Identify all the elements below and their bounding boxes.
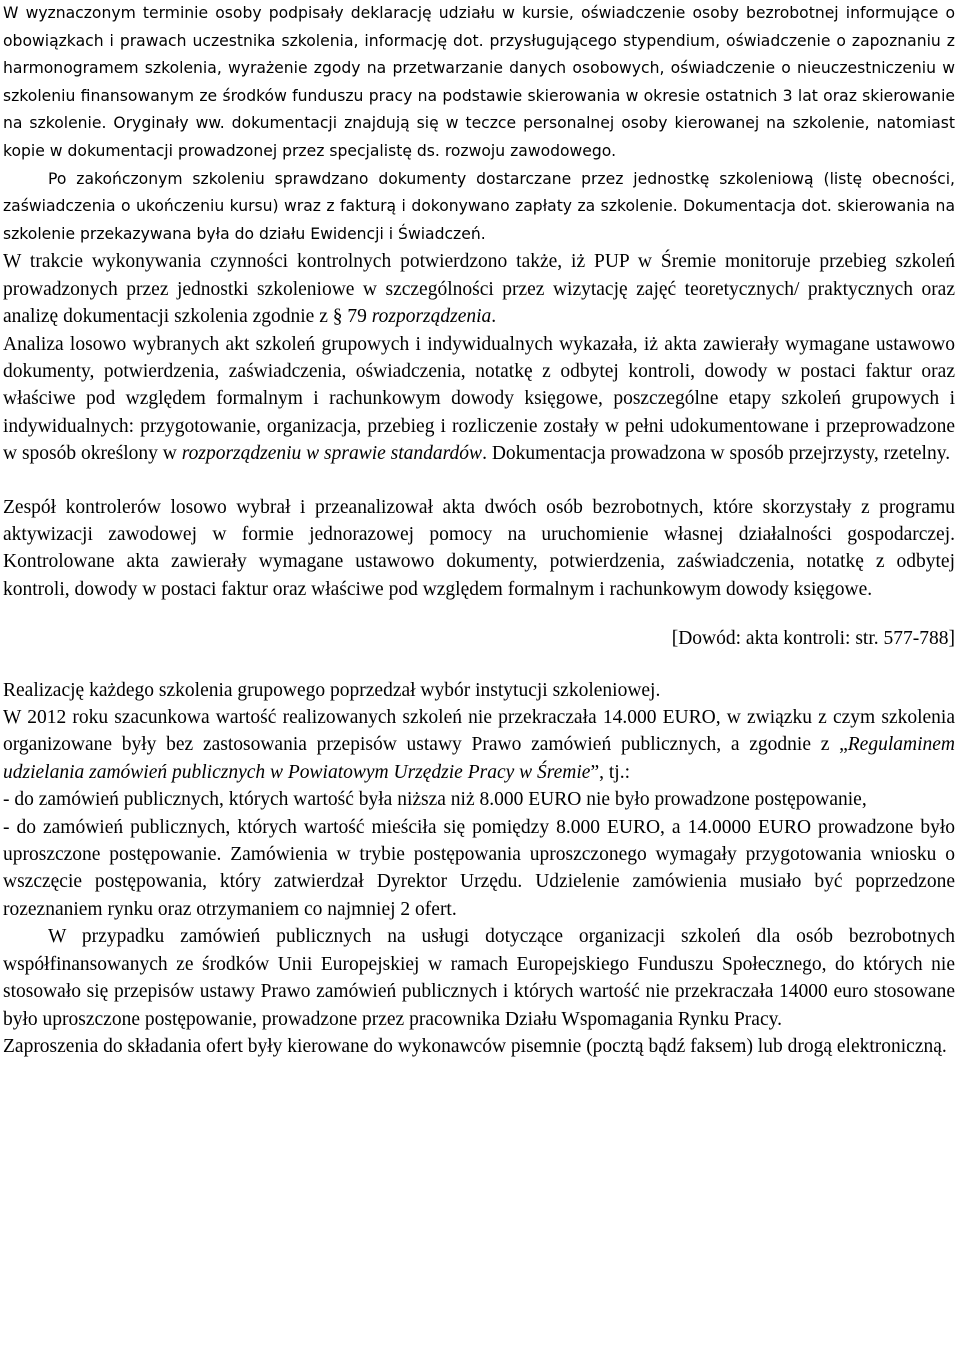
document-page — [3, 0, 955, 1060]
list-item-below-8000: - do zamówień publicznych, których wartość była niższa niż 8.000 EURO nie było prowadzone postępowanie, — [3, 789, 867, 811]
paragraph-post-training-verification: Po zakończonym szkoleniu sprawdzano dokumenty dostarczane przez jednostkę szkoleniową (listę obecności, zaświadczenia o ukończeniu kursu) wraz z fakturą i dokonywano zapłaty za szkolenie. Dokumentacja dot. skierowania na szkolenie przekazywana była do działu Ewidencji i Świadczeń. — [3, 169, 955, 243]
paragraph-files-analysis: Analiza losowo wybranych akt szkoleń grupowych i indywidualnych wykazała, iż akta zawierały wymagane ustawowo dokumenty, potwierdzenia, zaświadczenia, oświadczenia, notatkę z odbytej kontroli, dowody w postaci faktur oraz właściwe pod względem formalnym i rachunkowym dowody księgowe, poszczególne etapy szkoleń grupowych i indywidualnych: przygotowanie, organizacja, przebieg i rozliczenie zostały w pełni udokumentowane i przeprowadzone w sposób określony w rozporządzeniu w sprawie standardów. Dokumentacja prowadzona w sposób przejrzysty, rzetelny. — [3, 333, 955, 465]
paragraph-institution-selection: Realizację każdego szkolenia grupowego poprzedzał wybór instytucji szkoleniowej. — [3, 679, 661, 701]
list-item-8000-14000: - do zamówień publicznych, których wartość mieściła się pomiędzy 8.000 EURO, a 14.0000 EURO prowadzone było uproszczone postępowanie. Zamówienia w trybie postępowania uproszczonego wymagały przygotowania wniosku o wszczęcie postępowania, który zatwierdzał Dyrektor Urzędu. Udzielenie zamówienia musiało być poprzedzone rozeznaniem rynku oraz otrzymaniem co najmniej 2 ofert. — [3, 816, 955, 920]
paragraph-invitations: Zaproszenia do składania ofert były kierowane do wykonawców pisemnie (pocztą bądź faksem) lub drogą elektroniczną. — [3, 1035, 947, 1057]
paragraph-controllers-team: Zespół kontrolerów losowo wybrał i przeanalizował akta dwóch osób bezrobotnych, które skorzystały z programu aktywizacji zawodowej w formie jednorazowej pomocy na uruchomienie własnej działalności gospodarczej. Kontrolowane akta zawierały wymagane ustawowo dokumenty, potwierdzenia, zaświadczenia, notatkę z odbytej kontroli, dowody w postaci faktur oraz właściwe pod względem formalnym i rachunkowym dowody księgowe. — [3, 496, 955, 600]
paragraph-monitoring: W trakcie wykonywania czynności kontrolnych potwierdzono także, iż PUP w Śremie monitoruje przebieg szkoleń prowadzonych przez jednostki szkoleniowe w szczególności przez wizytację zajęć teoretycznych/ praktycznych oraz analizę dokumentacji szkolenia zgodnie z § 79 rozporządzenia. — [3, 251, 955, 328]
paragraph-eu-cofinanced: W przypadku zamówień publicznych na usługi dotyczące organizacji szkoleń dla osób bezrobotnych współfinansowanych ze środków Unii Europejskiej w ramach Europejskiego Funduszu Społecznego, do których nie stosowało się przepisów ustawy Prawo zamówień publicznych i których wartość nie przekraczała 14000 euro stosowane było uproszczone postępowanie, prowadzone przez pracownika Działu Wspomagania Rynku Pracy. — [3, 926, 955, 1030]
paragraph-estimated-value: W 2012 roku szacunkowa wartość realizowanych szkoleń nie przekraczała 14.000 EURO, w związku z czym szkolenia organizowane były bez zastosowania przepisów ustawy Prawo zamówień publicznych, a zgodnie z „Regulaminem udzielania zamówień publicznych w Powiatowym Urzędzie Pracy w Śremie”, tj.: — [3, 707, 955, 783]
evidence-reference: [Dowód: akta kontroli: str. 577-788] — [671, 628, 955, 650]
paragraph-training-declarations: W wyznaczonym terminie osoby podpisały deklarację udziału w kursie, oświadczenie osoby bezrobotnej informujące o obowiązkach i prawach uczestnika szkolenia, informację dot. przysługującego stypendium, oświadczenie o zapoznaniu z harmonogramem szkolenia, wyrażenie zgody na przetwarzanie danych osobowych, oświadczenie o nieuczestniczeniu w szkoleniu finansowanym ze środków funduszu pracy na podstawie skierowania w okresie ostatnich 3 lat oraz skierowanie na szkolenie. Oryginały ww. dokumentacji znajdują się w teczce personalnej osoby kierowanej na szkolenie, natomiast kopie w dokumentacji prowadzonej przez specjalistę ds. rozwoju zawodowego. — [3, 4, 955, 160]
